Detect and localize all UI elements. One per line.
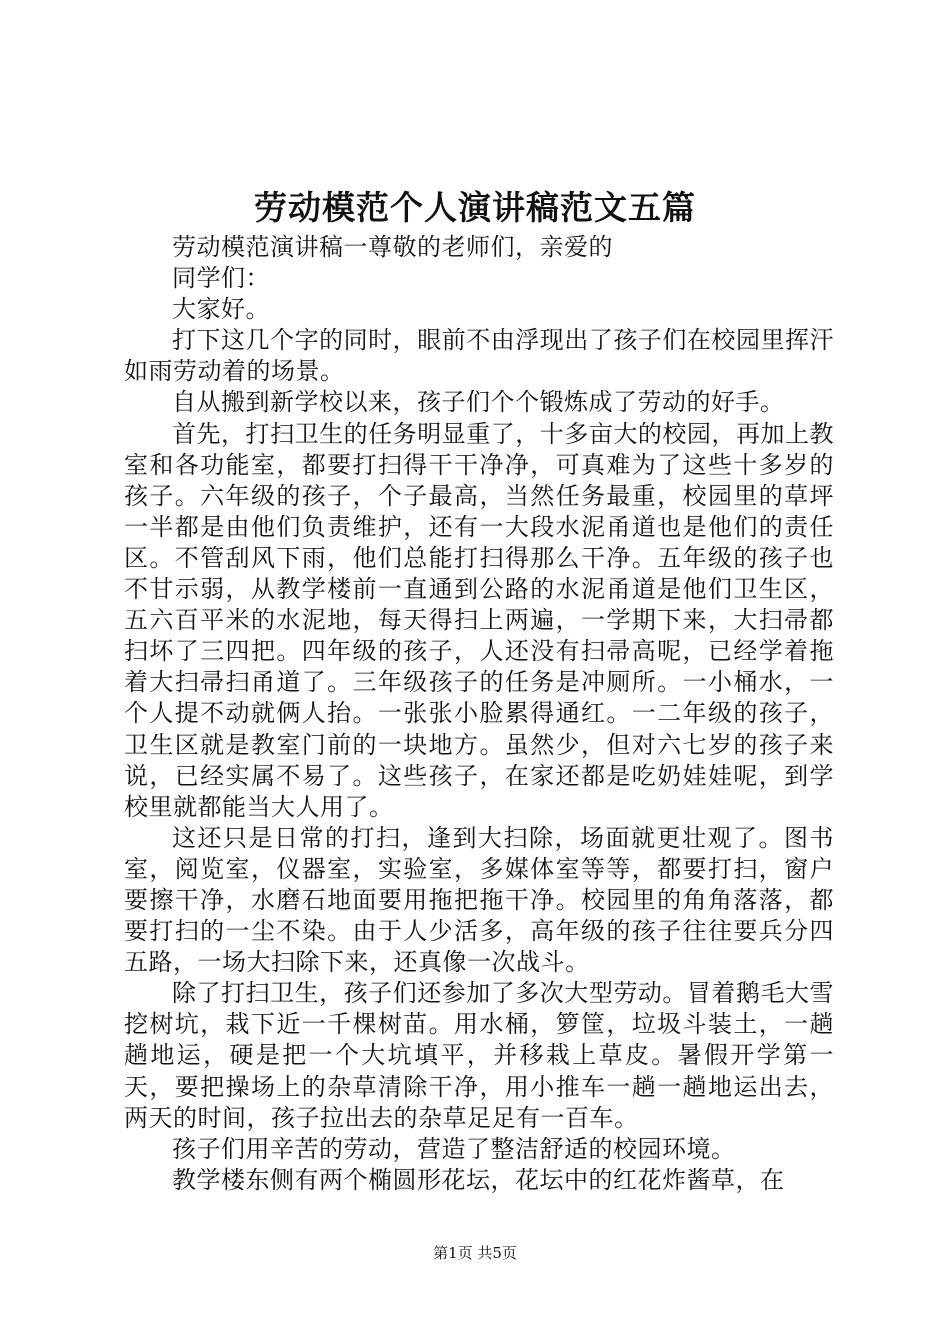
paragraph-4: 打下这几个字的同时，眼前不由浮现出了孩子们在校园里挥汗如雨劳动着的场景。	[124, 326, 834, 386]
paragraph-8: 除了打扫卫生，孩子们还参加了多次大型劳动。冒着鹅毛大雪挖树坑，栽下近一千棵树苗。用水桶，箩筐，垃圾斗装土，一趟趟地运，硬是把一个大坑填平，并移栽上草皮。暑假开学第一天，要把操场上的杂草清除干净，用小推车一趟一趟地运出去，两天的时间，孩子拉出去的杂草足足有一百车。	[124, 979, 834, 1132]
paragraph-9: 孩子们用辛苦的劳动，营造了整洁舒适的校园环境。	[172, 1134, 736, 1163]
paragraph-1: 劳动模范演讲稿一尊敬的老师们，亲爱的	[172, 233, 613, 261]
paragraph-5: 自从搬到新学校以来，孩子们个个锻炼成了劳动的好手。	[172, 388, 785, 417]
document-body	[124, 232, 834, 1196]
paragraph-6: 首先，打扫卫生的任务明显重了，十多亩大的校园，再加上教室和各功能室，都要打扫得干干净净，可真难为了这些十多岁的孩子。六年级的孩子，个子最高，当然任务最重，校园里的草坪一半都是由他们负责维护，还有一大段水泥甬道也是他们的责任区。不管刮风下雨，他们总能打扫得那么干净。五年级的孩子也不甘示弱，从教学楼前一直通到公路的水泥甬道是他们卫生区，五六百平米的水泥地，每天得扫上两遍，一学期下来，大扫帚都扫坏了三四把。四年级的孩子，人还没有扫帚高呢，已经学着拖着大扫帚扫甬道了。三年级孩子的任务是冲厕所。一小桶水，一个人提不动就俩人抬。一张张小脸累得通红。一二年级的孩子，卫生区就是教室门前的一块地方。虽然少，但对六七岁的孩子来说，已经实属不易了。这些孩子，在家还都是吃奶娃娃呢，到学校里就都能当大人用了。	[124, 419, 834, 821]
paragraph-2: 同学们：	[172, 264, 270, 293]
document-title: 劳动模范个人演讲稿范文五篇	[254, 188, 696, 227]
page-footer: 第1页 共5页	[433, 1244, 517, 1262]
paragraph-7: 这还只是日常的打扫，逢到大扫除，场面就更壮观了。图书室，阅览室，仪器室，实验室，多媒体室等等，都要打扫，窗户要擦干净，水磨石地面要用拖把拖干净。校园里的角角落落，都要打扫的一尘不染。由于人少活多，高年级的孩子往往要兵分四五路，一场大扫除下来，还真像一次战斗。	[124, 823, 834, 977]
paragraph-10: 教学楼东侧有两个椭圆形花坛，花坛中的红花炸酱草，在	[172, 1165, 785, 1194]
paragraph-3: 大家好。	[172, 295, 270, 324]
